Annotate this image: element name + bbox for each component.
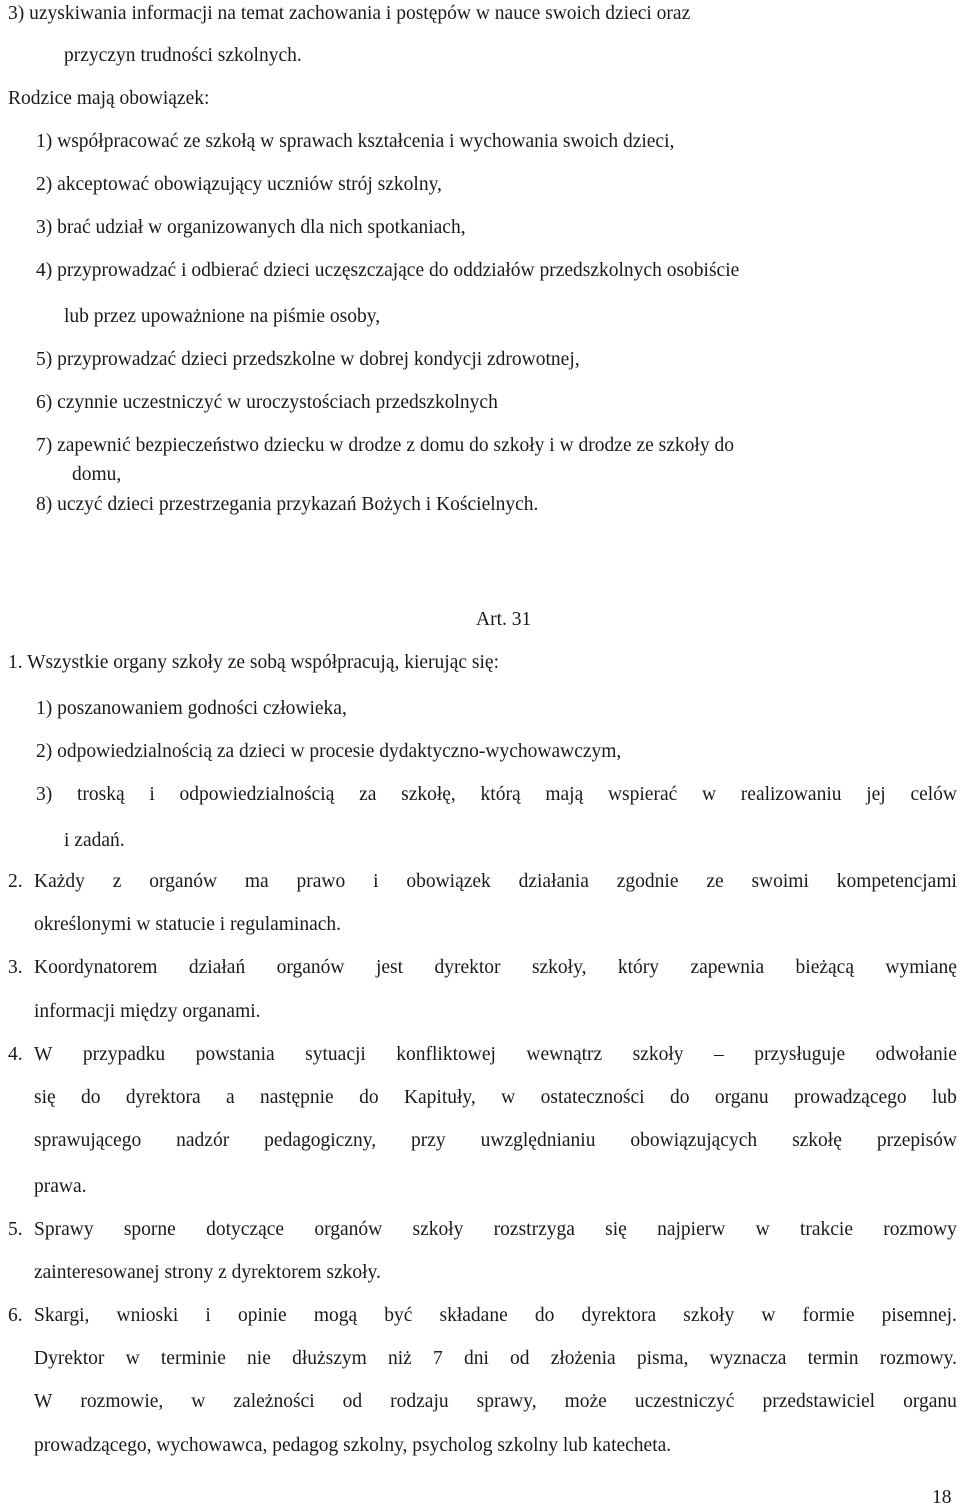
word: rozmowy. [879,1348,957,1369]
paragraph-1-item: 1) poszanowaniem godności człowieka, [36,698,347,719]
word: nie [247,1348,271,1369]
word: kompetencjami [836,871,957,892]
duty-item: 7) zapewnić bezpieczeństwo dziecku w drodze z domu do szkoły i w drodze ze szkoły do [36,435,734,456]
word: mają [545,784,584,805]
word: składane [439,1305,508,1326]
paragraph-number: 5. [8,1219,23,1240]
word: organu [714,1087,769,1108]
word: organu [903,1391,957,1412]
duty-item: 6) czynnie uczestniczyć w uroczystościach przedszkolnych [36,392,498,413]
duty-item: 2) akceptować obowiązujący uczniów strój szkolny, [36,174,442,195]
paragraph-2-line-2: określonymi w statucie i regulaminach. [34,914,342,935]
word: bieżącą [795,957,854,978]
intro-item-3-line-2: przyczyn trudności szkolnych. [64,45,302,66]
word: zapewnia [690,957,765,978]
word: rozmowie, [80,1391,164,1412]
word: dłuższym [292,1348,367,1369]
word: szkoły [632,1044,684,1065]
word: w [501,1087,516,1108]
word: najpierw [657,1219,726,1240]
word: zależności [233,1391,315,1412]
word: ostateczności [540,1087,645,1108]
word: celów [910,784,957,805]
word: lub [932,1087,957,1108]
word: do [669,1087,690,1108]
paragraph-1-item [36,783,957,807]
word: szkołę [792,1130,842,1151]
word: swoimi [751,871,809,892]
paragraph-5-line-1 [34,1218,957,1242]
paragraph-number: 2. [8,871,23,892]
word: który [617,957,660,978]
word: Sprawy [34,1219,94,1240]
word: Dyrektor [34,1348,105,1369]
word: sporne [123,1219,176,1240]
duty-item: 1) współpracować ze szkołą w sprawach kształcenia i wychowania swoich dzieci, [36,131,675,152]
paragraph-1-item-continuation: i zadań. [64,830,125,851]
word: ma [244,871,269,892]
paragraph-3-line-2: informacji między organami. [34,1001,261,1022]
paragraph-1 [8,651,499,675]
word: szkołę, [401,784,456,805]
word: za [359,784,377,805]
word: przepisów [876,1130,957,1151]
word: przedstawiciel [762,1391,876,1412]
paragraph-2-line-1 [34,870,957,894]
word: wspierać [607,784,678,805]
word: prowadzącego [794,1087,907,1108]
intro-item-3-line-1: 3) uzyskiwania informacji na temat zachowania i postępów w nauce swoich dzieci oraz [8,3,691,24]
word: szkoły [412,1219,464,1240]
word: wewnątrz [526,1044,603,1065]
word: od [342,1391,363,1412]
word: w [701,784,717,805]
word: jest [375,957,404,978]
word: pisemnej. [881,1305,957,1326]
word: termin [807,1348,859,1369]
word: złożenia [550,1348,616,1369]
word: rozmowy [883,1219,957,1240]
word: opinie [237,1305,287,1326]
paragraph-text: Wszystkie organy szkoły ze sobą współpracują, kierując się: [27,652,499,673]
word: działania [518,871,589,892]
word: uczestniczyć [634,1391,735,1412]
word: 7 [433,1348,443,1369]
word: mogą [313,1305,358,1326]
paragraph-number: 3. [8,957,23,978]
paragraph-number: 4. [8,1044,23,1065]
word: uwzględnianiu [480,1130,596,1151]
duty-item: 8) uczyć dzieci przestrzegania przykazań Bożych i Kościelnych. [36,494,539,515]
parents-duties-heading: Rodzice mają obowiązek: [8,88,210,109]
page-number: 18 [932,1487,952,1508]
word: do [534,1305,555,1326]
word: odwołanie [875,1044,957,1065]
word: nadzór [176,1130,230,1151]
word: w [125,1348,140,1369]
duty-item: 3) brać udział w organizowanych dla nich spotkaniach, [36,217,466,238]
paragraph-number: 1. [8,652,23,673]
word: dyrektora [125,1087,201,1108]
word: W [34,1044,53,1065]
word: przypadku [82,1044,166,1065]
paragraph-6-line-2 [34,1347,957,1371]
word: działań [188,957,246,978]
word: którą [480,784,521,805]
paragraph-1-item: 2) odpowiedzialnością za dzieci w procesie dydaktyczno-wychowawczym, [36,741,622,762]
word: i [149,784,155,805]
word: do [359,1087,379,1108]
word: troską [76,784,125,805]
word: trakcie [799,1219,853,1240]
word: rodzaju [390,1391,449,1412]
word: obowiązujących [630,1130,758,1151]
word: wymianę [885,957,957,978]
word: dyrektor [434,957,501,978]
word: szkoły [683,1305,735,1326]
word: 3) [36,784,53,805]
word: odpowiedzialnością [179,784,335,805]
word: Koordynatorem [34,957,158,978]
word: organów [314,1219,383,1240]
word: konfliktowej [396,1044,496,1065]
word: i [205,1305,211,1326]
word: obowiązek [406,871,491,892]
word: dotyczące [206,1219,285,1240]
word: dni [463,1348,489,1369]
paragraph-4-line-4: prawa. [34,1176,87,1197]
word: sprawy, [476,1391,537,1412]
article-title: Art. 31 [476,609,532,630]
word: prawo [296,871,346,892]
paragraph-5-line-2: zainteresowanej strony z dyrektorem szkoły. [34,1262,381,1283]
duty-item: 4) przyprowadzać i odbierać dzieci uczęszczające do oddziałów przedszkolnych osobiście [36,260,740,281]
word: w [761,1305,776,1326]
word: do [81,1087,101,1108]
word: pedagogiczny, [264,1130,377,1151]
word: wnioski [116,1305,179,1326]
word: Kapituły, [403,1087,476,1108]
justified-line [36,783,957,807]
word: Każdy [34,871,85,892]
word: przy [411,1130,446,1151]
word: pisma, [636,1348,689,1369]
word: z [112,871,122,892]
word: formie [802,1305,855,1326]
paragraph-4-line-1 [34,1043,957,1067]
paragraph-6-line-3 [34,1390,957,1414]
word: sprawującego [34,1130,142,1151]
word: ze [706,871,724,892]
word: od [510,1348,530,1369]
word: w [755,1219,770,1240]
word: może [564,1391,607,1412]
word: Skargi, [34,1305,90,1326]
word: sytuacji [305,1044,366,1065]
paragraph-4-line-2 [34,1086,957,1110]
paragraph-4-line-3 [34,1129,957,1153]
word: realizowaniu [740,784,842,805]
paragraph-6-line-1 [34,1304,957,1328]
word: i [373,871,379,892]
word: organów [276,957,345,978]
word: zgodnie [616,871,679,892]
word: rozstrzyga [493,1219,575,1240]
duty-item-continuation: domu, [72,464,122,485]
duty-item: 5) przyprowadzać dzieci przedszkolne w dobrej kondycji zdrowotnej, [36,349,580,370]
word: terminie [160,1348,226,1369]
word: się [605,1219,627,1240]
word: wyznacza [709,1348,787,1369]
paragraph-6-line-4: prowadzącego, wychowawca, pedagog szkolny, psycholog szkolny lub katecheta. [34,1435,672,1456]
word: być [384,1305,413,1326]
word: a [226,1087,235,1108]
word: w [191,1391,206,1412]
word: się [34,1087,56,1108]
word: szkoły, [531,957,587,978]
word: powstania [195,1044,275,1065]
word: W [34,1391,53,1412]
duty-item-continuation: lub przez upoważnione na piśmie osoby, [64,306,381,327]
word: niż [387,1348,412,1369]
word: przysługuje [754,1044,846,1065]
paragraph-number: 6. [8,1305,23,1326]
word: dyrektora [581,1305,657,1326]
paragraph-3-line-1 [34,956,957,980]
word: następnie [260,1087,334,1108]
word: jej [866,784,886,805]
word: – [714,1044,724,1065]
word: organów [149,871,218,892]
